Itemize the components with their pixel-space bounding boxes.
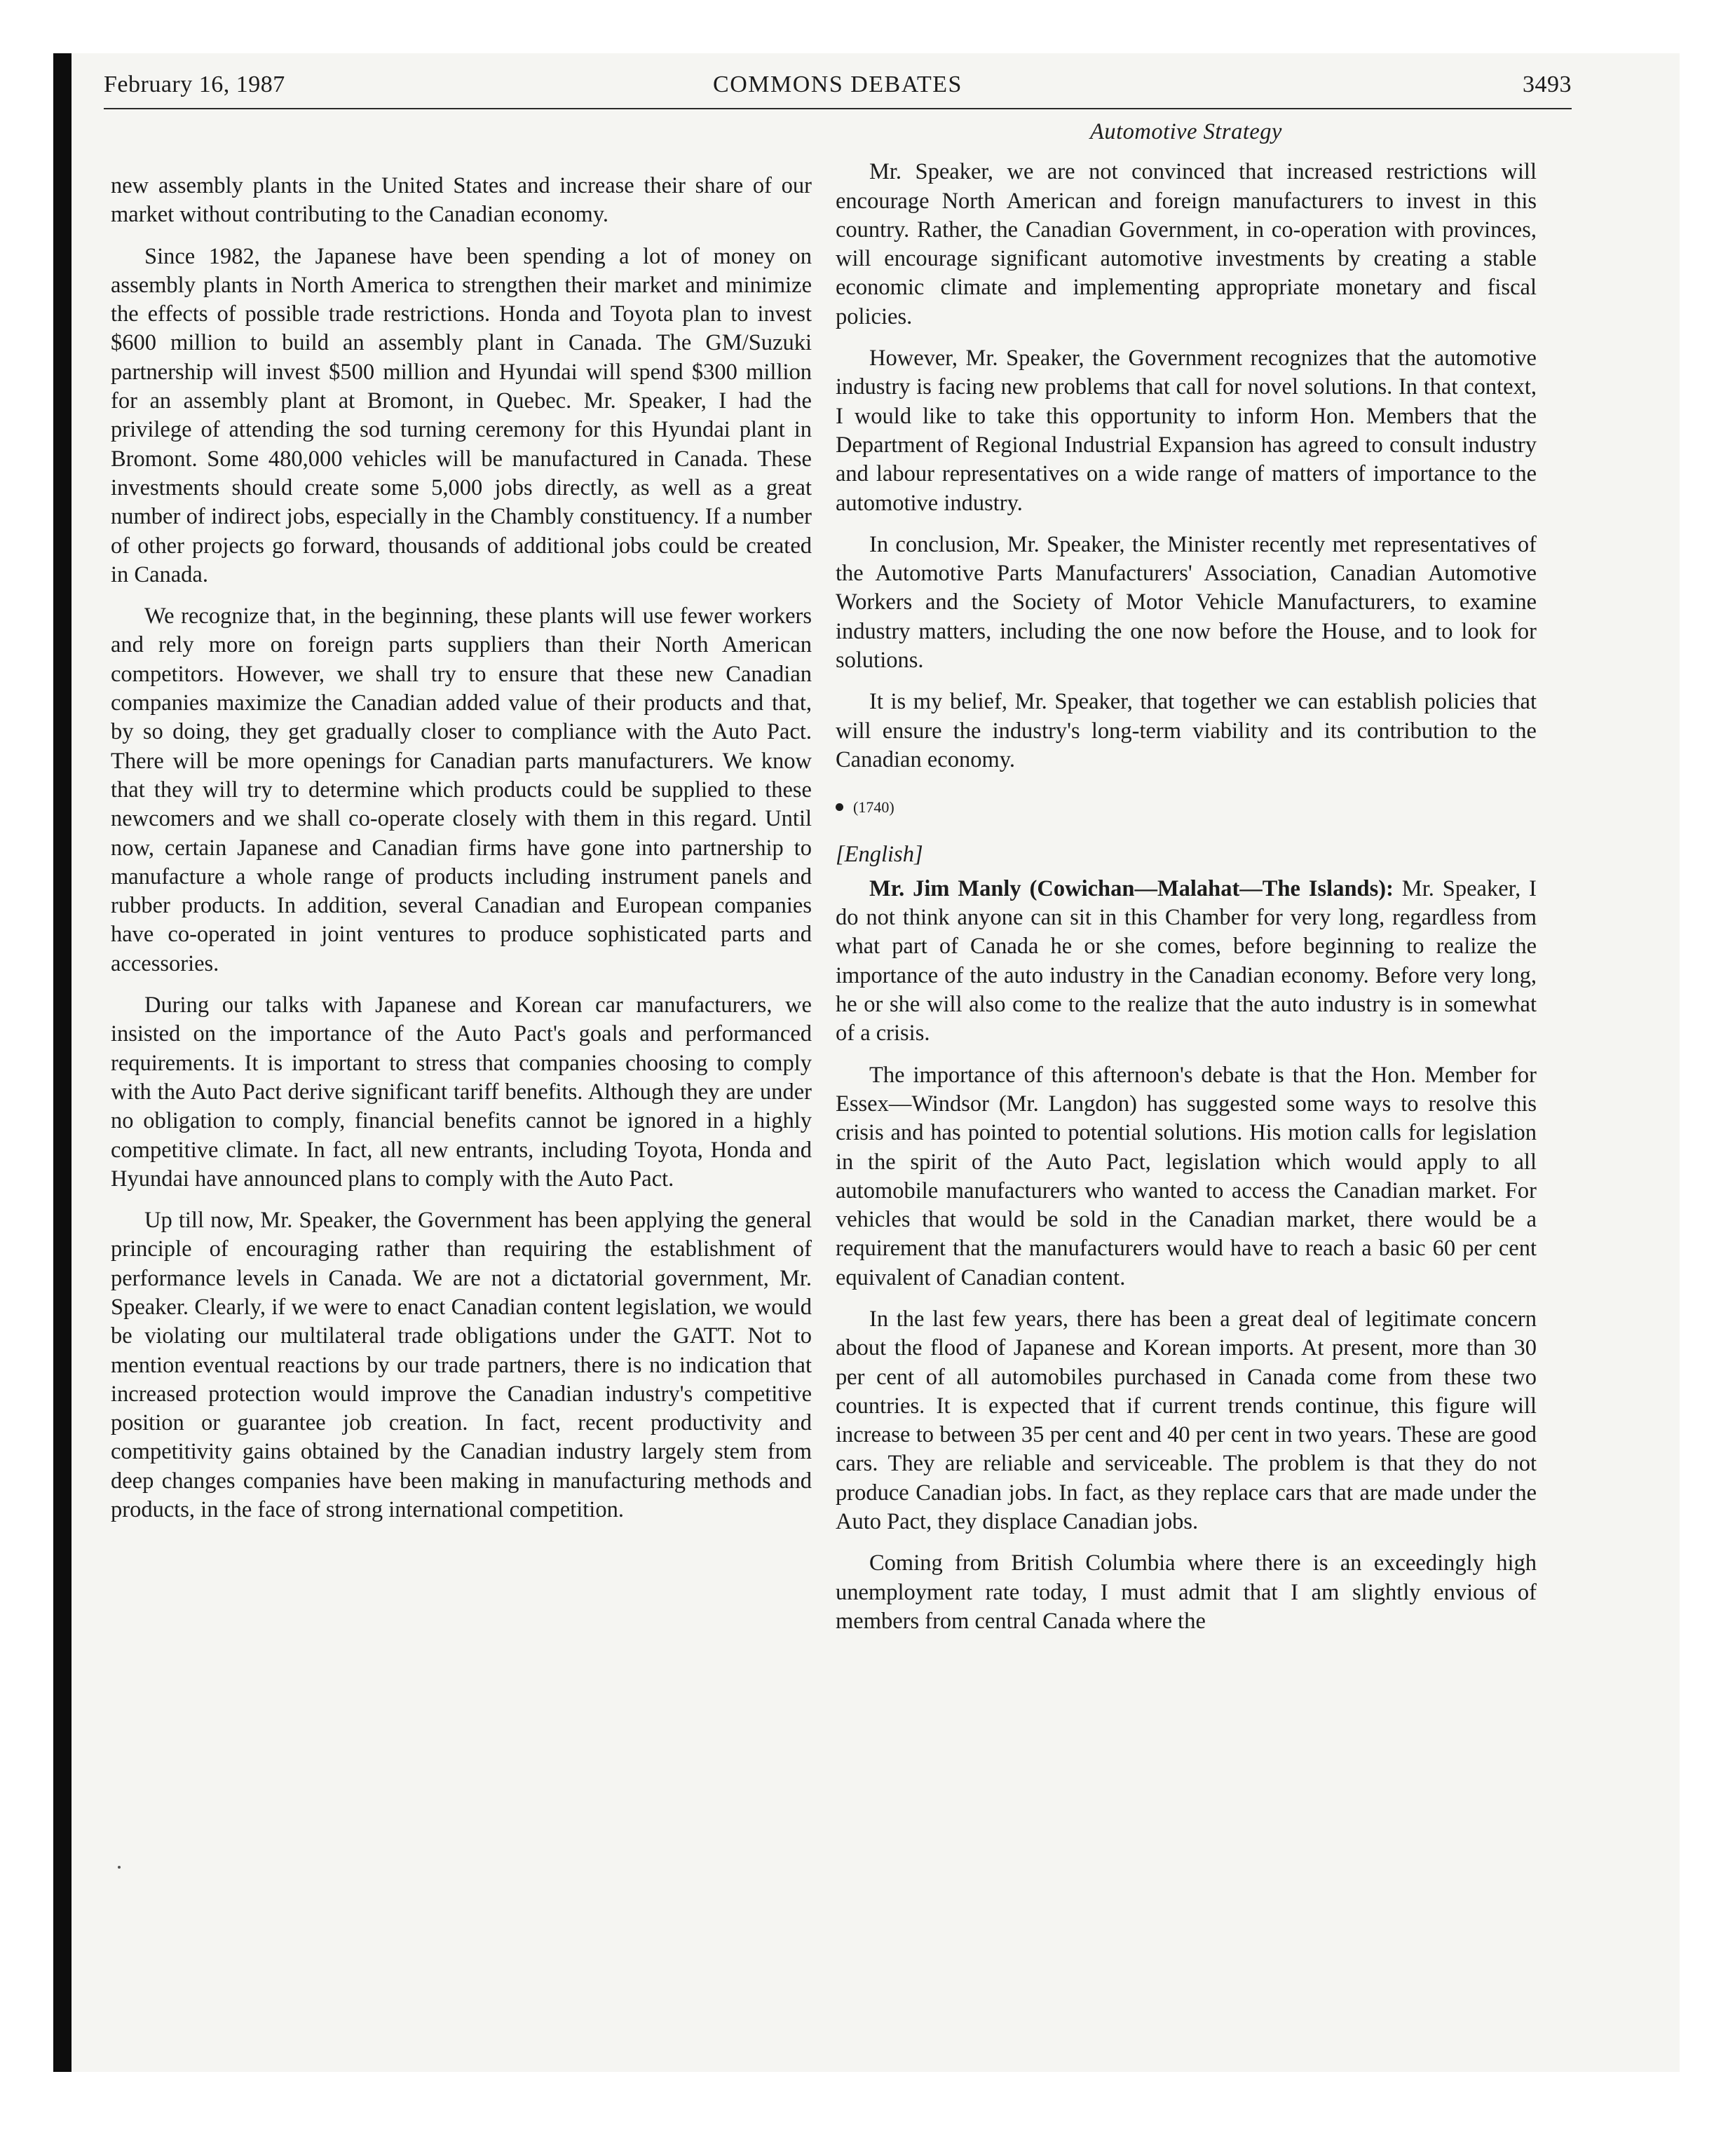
binding-edge: [53, 53, 72, 2072]
paragraph: Mr. Speaker, we are not convinced that increased restrictions will encourage North American and foreign manufacturers to invest in this country. Rather, the Canadian Government, in co-operation with provinces, will encourage significant automotive investments by creating a stable economic climate and implementing appropriate monetary and fiscal policies.: [836, 159, 1537, 329]
section-heading: Automotive Strategy: [1090, 119, 1282, 144]
paragraph: Up till now, Mr. Speaker, the Government has been applying the general principle of encouraging rather than requiring the establishment of performance levels in Canada. We are not a dictatorial government, Mr. Speaker. Clearly, if we were to enact Canadian content legislation, we would be violating our multilateral trade obligations under the GATT. Not to mention eventual reactions by our trade partners, there is no indication that increased protection would improve the Canadian industry's competitive position or guarantee job creation. In fact, recent productivity and competitivity gains obtained by the Canadian industry largely stem from deep changes companies have been making in manufacturing methods and products, in the face of strong international competition.: [111, 1208, 812, 1523]
header-page-number: 3493: [1523, 71, 1572, 97]
header-title: COMMONS DEBATES: [713, 71, 962, 97]
left-column: [111, 172, 812, 1537]
paragraph: It is my belief, Mr. Speaker, that together we can establish policies that will ensure the industry's long-term viability and its contribution to the Canadian economy.: [836, 689, 1537, 772]
paragraph: Coming from British Columbia where there is an exceedingly high unemployment rate today, I must admit that I am slightly envious of members from central Canada where the: [836, 1550, 1537, 1634]
paragraph: The importance of this afternoon's debate is that the Hon. Member for Essex—Windsor (Mr. Langdon) has suggested some ways to resolve this crisis and has pointed to potential solutions. His motion calls for legislation in the spirit of the Auto Pact, legislation which would apply to all automobile manufacturers who wanted to access the Canadian market. For vehicles that would be sold in the Canadian market, there would be a requirement that the manufacturers would have to reach a basic 60 per cent equivalent of Canadian content.: [836, 1062, 1537, 1290]
page-header: [104, 71, 1572, 104]
paragraph: However, Mr. Speaker, the Government recognizes that the automotive industry is facing new problems that call for novel solutions. In that context, I would like to take this opportunity to inform Hon. Members that the Department of Regional Industrial Expansion has agreed to consult industry and labour representatives on a wide range of matters of importance to the automotive industry.: [836, 346, 1537, 516]
paragraph: In the last few years, there has been a great deal of legitimate concern about the flood of Japanese and Korean imports. At present, more than 30 per cent of all automobiles purchased in Canada come from these two countries. It is expected that if current trends continue, this figure will increase to between 35 per cent and 40 per cent in two years. These are good cars. They are reliable and serviceable. The problem is that they do not produce Canadian jobs. In fact, as they replace cars that are made under the Auto Pact, they displace Canadian jobs.: [836, 1306, 1537, 1535]
paragraph: We recognize that, in the beginning, these plants will use fewer workers and rely more on foreign parts suppliers than their North American competitors. However, we shall try to ensure that these new Canadian companies maximize the Canadian added value of their products and that, by so doing, they get gradually closer to compliance with the Auto Pact. There will be more openings for Canadian parts manufacturers. We know that they will try to determine which products could be supplied to these newcomers and we shall co-operate closely with them in this regard. Until now, certain Japanese and Canadian firms have gone into partnership to manufacture a whole range of products including instrument panels and rubber products. In addition, several Canadian and European companies have co-operated in joint ventures to produce sophisticated parts and accessories.: [111, 603, 812, 976]
speaker-paragraph: [836, 875, 1537, 1049]
bullet-icon: [836, 803, 843, 811]
right-column: [836, 118, 1537, 1649]
paragraph: Since 1982, the Japanese have been spending a lot of money on assembly plants in North America to strengthen their market and minimize the effects of possible trade restrictions. Honda and Toyota plan to invest $600 million to build an assembly plant in Canada. The GM/Suzuki partnership will invest $500 million and Hyundai will spend $300 million for an assembly plant at Bromont, in Quebec. Mr. Speaker, I had the privilege of attending the sod turning ceremony for this Hyundai plant in Bromont. Some 480,000 vehicles will be manufactured in Canada. These investments should create some 5,000 jobs directly, as well as a great number of indirect jobs, especially in the Chambly constituency. If a number of other projects go forward, thousands of additional jobs could be created in Canada.: [111, 243, 812, 587]
paragraph: new assembly plants in the United States and increase their share of our market without contributing to the Canadian economy.: [111, 173, 812, 228]
header-date: February 16, 1987: [104, 71, 285, 97]
paragraph: In conclusion, Mr. Speaker, the Minister recently met representatives of the Automotive Parts Manufacturers' Association, Canadian Automotive Workers and the Society of Motor Vehicle Manufacturers, to examine industry matters, including the one now before the House, and to look for solutions.: [836, 531, 1537, 674]
header-rule: [104, 108, 1572, 109]
paragraph: During our talks with Japanese and Korean car manufacturers, we insisted on the importance of the Auto Pact's goals and performanced requirements. It is important to stress that companies choosing to comply with the Auto Pact derive significant tariff benefits. Although they are under no obligation to comply, financial benefits cannot be ignored in a highly competitive climate. In fact, all new entrants, including Toyota, Honda and Hyundai have announced plans to comply with the Auto Pact.: [111, 992, 812, 1192]
scan-speck: [118, 1866, 121, 1869]
time-marker-label: (1740): [853, 798, 894, 817]
speaker-text: Mr. Speaker, I do not think anyone can sit in this Chamber for very long, regardless from what part of Canada he or she comes, before beginning to realize the importance of the auto industry in the Canadian economy. Before very long, he or she will also come to the realize that the auto industry is in somewhat of a crisis.: [836, 875, 1537, 1046]
time-marker: [836, 793, 1537, 821]
language-tag: [English]: [836, 841, 923, 867]
speaker-name: Mr. Jim Manly (Cowichan—Malahat—The Islands):: [869, 875, 1394, 901]
